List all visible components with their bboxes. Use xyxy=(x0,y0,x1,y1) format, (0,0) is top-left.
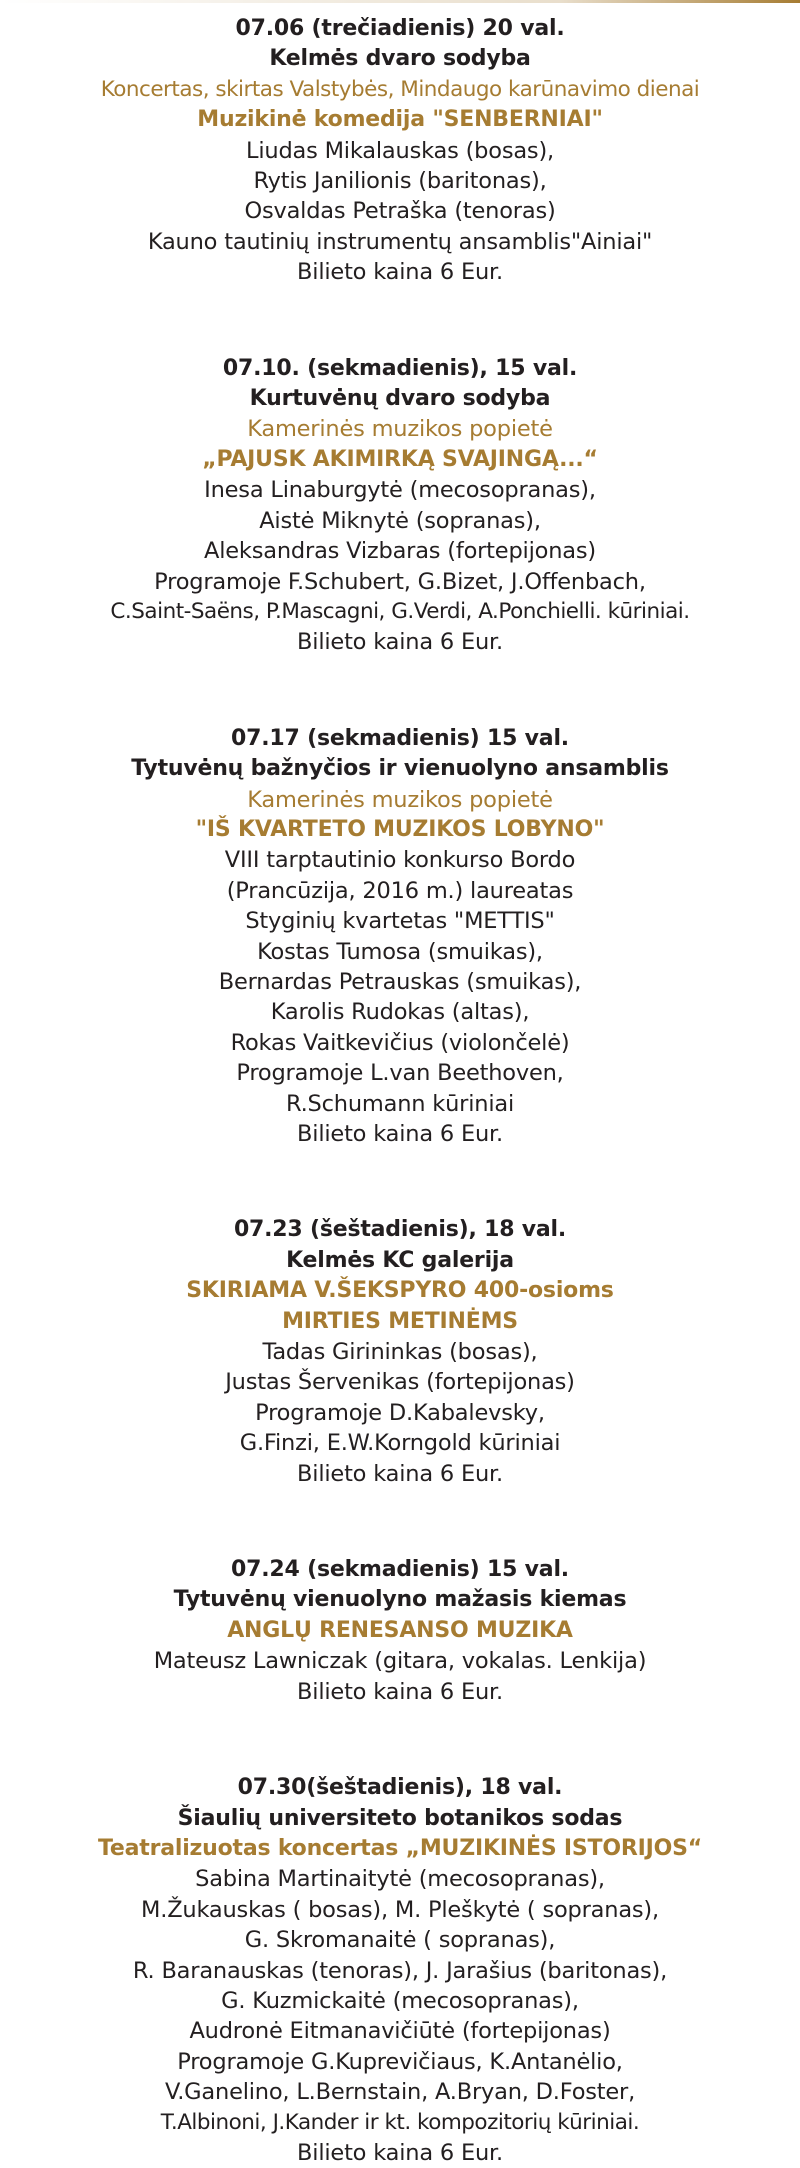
event-title: „PAJUSK AKIMIRKĄ SVAJINGĄ...“ xyxy=(202,446,598,472)
event-title: ANGLŲ RENESANSO MUZIKA xyxy=(227,1617,573,1643)
ticket-price: Bilieto kaina 6 Eur. xyxy=(297,2139,503,2166)
top-divider xyxy=(0,0,800,3)
event-detail: Programoje F.Schubert, G.Bizet, J.Offenbach, xyxy=(154,568,646,595)
event-date: 07.17 (sekmadienis) 15 val. xyxy=(231,725,569,751)
event-venue: Kelmės KC galerija xyxy=(286,1247,514,1273)
event-detail: (Prancūzija, 2016 m.) laureatas xyxy=(226,877,574,904)
event-detail: Karolis Rudokas (altas), xyxy=(270,999,530,1026)
event-title: Teatralizuotas koncertas „MUZIKINĖS ISTORIJOS“ xyxy=(98,1835,702,1861)
event-detail: Aleksandras Vizbaras (fortepijonas) xyxy=(204,538,596,565)
event-venue: Tytuvėnų vienuolyno mažasis kiemas xyxy=(173,1587,627,1613)
event-detail: VIII tarptautinio konkurso Bordo xyxy=(224,847,576,874)
event-date: 07.23 (šeštadienis), 18 val. xyxy=(233,1217,567,1243)
event-detail: R. Baranauskas (tenoras), J. Jarašius (baritonas), xyxy=(132,1957,668,1984)
event-detail: C.Saint-Saëns, P.Mascagni, G.Verdi, A.Ponchielli. kūriniai. xyxy=(110,598,690,624)
event-block xyxy=(0,724,800,1150)
ticket-price: Bilieto kaina 6 Eur. xyxy=(297,1460,503,1487)
event-detail: Justas Šervenikas (fortepijonas) xyxy=(225,1369,575,1396)
event-subtitle: Kamerinės muzikos popietė xyxy=(247,786,553,813)
event-detail: Styginių kvartetas "METTIS" xyxy=(245,908,555,935)
event-date: 07.06 (trečiadienis) 20 val. xyxy=(235,16,565,41)
event-date: 07.30(šeštadienis), 18 val. xyxy=(237,1775,563,1801)
ticket-price: Bilieto kaina 6 Eur. xyxy=(297,1121,503,1147)
event-detail: G. Kuzmickaitė (mecosopranas), xyxy=(221,1987,579,2014)
event-block xyxy=(0,1773,800,2168)
event-detail: Osvaldas Petraška (tenoras) xyxy=(244,198,556,225)
event-detail: Programoje D.Kabalevsky, xyxy=(255,1399,545,1426)
ticket-price: Bilieto kaina 6 Eur. xyxy=(297,259,503,286)
event-detail: Rytis Janilionis (baritonas), xyxy=(253,168,547,195)
event-venue: Kurtuvėnų dvaro sodyba xyxy=(249,386,551,412)
ticket-price: Bilieto kaina 6 Eur. xyxy=(297,1678,503,1705)
event-detail: Kostas Tumosa (smuikas), xyxy=(257,938,543,965)
event-block xyxy=(0,354,800,658)
event-block xyxy=(0,1215,800,1489)
event-title: MIRTIES METINĖMS xyxy=(282,1308,518,1334)
event-detail: Mateusz Lawniczak (gitara, vokalas. Lenkija) xyxy=(153,1648,647,1675)
event-detail: Tadas Girininkas (bosas), xyxy=(262,1339,538,1366)
event-block xyxy=(0,1555,800,1707)
event-title: "IŠ KVARTETO MUZIKOS LOBYNO" xyxy=(195,816,605,842)
event-detail: Inesa Linaburgytė (mecosopranas), xyxy=(204,477,596,504)
event-date: 07.24 (sekmadienis) 15 val. xyxy=(231,1557,569,1583)
event-detail: Bernardas Petrauskas (smuikas), xyxy=(218,968,582,995)
event-subtitle: Koncertas, skirtas Valstybės, Mindaugo karūnavimo dienai xyxy=(100,76,700,102)
event-title: SKIRIAMA V.ŠEKSPYRO 400-osioms xyxy=(186,1278,614,1304)
event-detail: Kauno tautinių instrumentų ansamblis"Ainiai" xyxy=(147,228,653,255)
event-title: Muzikinė komedija "SENBERNIAI" xyxy=(197,107,603,133)
event-venue: Tytuvėnų bažnyčios ir vienuolyno ansamblis xyxy=(131,756,669,782)
event-detail: Audronė Eitmanavičiūtė (fortepijonas) xyxy=(189,2018,611,2045)
event-detail: M.Žukauskas ( bosas), M. Pleškytė ( sopranas), xyxy=(141,1896,659,1923)
event-date: 07.10. (sekmadienis), 15 val. xyxy=(222,355,578,381)
event-detail: T.Albinoni, J.Kander ir kt. kompozitorių kūriniai. xyxy=(160,2109,640,2135)
event-detail: Programoje L.van Beethoven, xyxy=(236,1060,564,1087)
event-subtitle: Kamerinės muzikos popietė xyxy=(247,416,553,443)
event-program xyxy=(0,14,800,2168)
event-detail: Programoje G.Kuprevičiaus, K.Antanėlio, xyxy=(177,2048,623,2075)
event-detail: R.Schumann kūriniai xyxy=(285,1090,515,1117)
event-venue: Šiaulių universiteto botanikos sodas xyxy=(177,1805,623,1831)
event-venue: Kelmės dvaro sodyba xyxy=(269,46,531,72)
event-detail: Sabina Martinaitytė (mecosopranas), xyxy=(195,1866,605,1893)
ticket-price: Bilieto kaina 6 Eur. xyxy=(297,629,503,656)
event-detail: G. Skromanaitė ( sopranas), xyxy=(244,1927,556,1954)
event-detail: Aistė Miknytė (sopranas), xyxy=(259,507,541,534)
event-detail: G.Finzi, E.W.Korngold kūriniai xyxy=(239,1430,561,1457)
event-block xyxy=(0,14,800,288)
event-detail: Liudas Mikalauskas (bosas), xyxy=(246,137,554,164)
event-detail: V.Ganelino, L.Bernstain, A.Bryan, D.Foster, xyxy=(164,2079,636,2106)
event-detail: Rokas Vaitkevičius (violončelė) xyxy=(230,1029,570,1056)
